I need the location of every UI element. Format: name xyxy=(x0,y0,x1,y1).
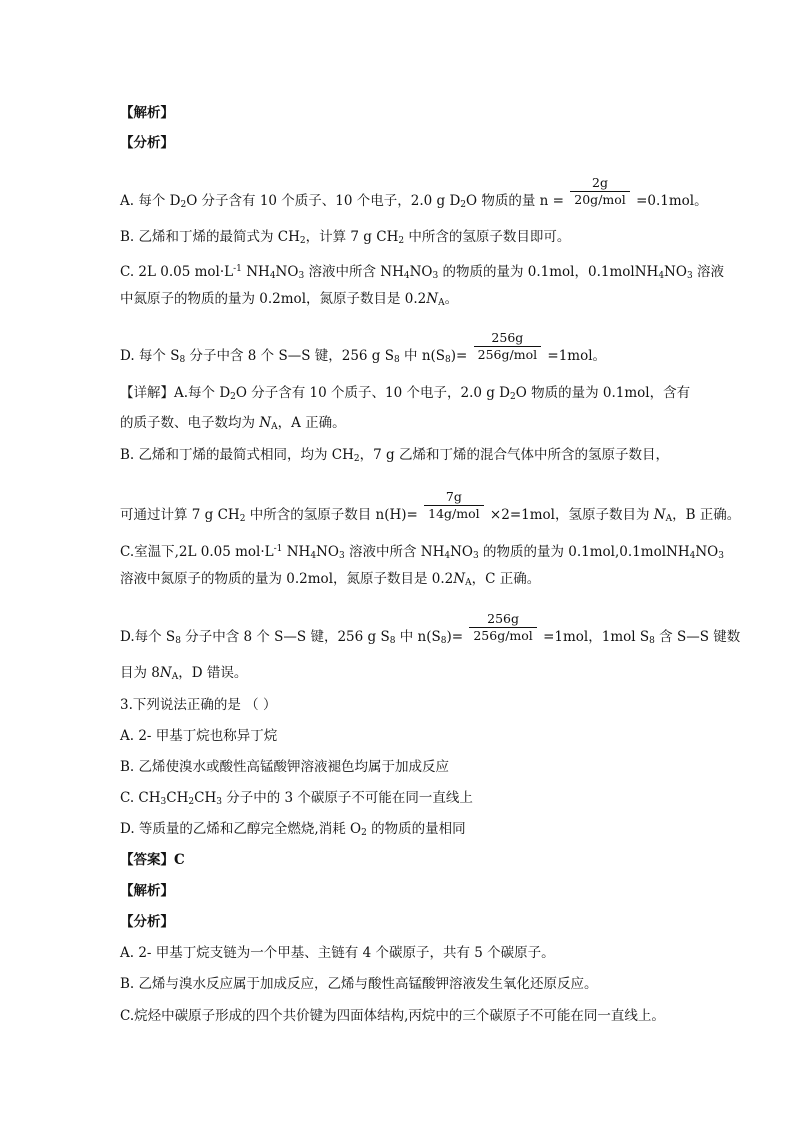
text-line: 溶液中氮原子的物质的量为 0.2mol，氮原子数目是 $0.2N_A$，C 正确。 xyxy=(120,571,541,588)
fraction: $\frac{256g}{\text{256g/mol}}$ xyxy=(474,331,541,362)
text-line: 中氮原子的物质的量为 0.2mol，氮原子数目是 $0.2N_A$。 xyxy=(120,291,459,308)
analysis-heading: 【解析】 xyxy=(120,105,174,121)
text-line: 可通过计算 7 g $CH_2$ 中所含的氢原子数目 n(H)= $\frac{7g}{\text{14g/mol}}$ ×2=1mol，氢原子数目为 $N_A$，B 正确。 xyxy=(120,489,741,524)
text-line: D. 每个 $S_8$ 分子中含 8 个 S—S 键，256 g $S_8$ 中 $n(S_8)=$ $\frac{256g}{\text{256g/mol}}$ =1mol。 xyxy=(120,330,607,365)
text-line: 的质子数、电子数均为 $N_A$，A 正确。 xyxy=(120,415,346,432)
option-a: A. 2- 甲基丁烷也称异丁烷 xyxy=(120,728,278,744)
text-line: C.烷烃中碳原子形成的四个共价键为四面体结构,丙烷中的三个碳原子不可能在同一直线上。 xyxy=(120,1008,665,1024)
option-c: C. $CH_3CH_2CH_3$ 分子中的 3 个碳原子不可能在同一直线上 xyxy=(120,790,473,807)
fraction: $\frac{7g}{\text{14g/mol}}$ xyxy=(424,490,484,521)
answer-line: 【答案】C xyxy=(120,852,185,868)
option-d: D. 等质量的乙烯和乙醇完全燃烧,消耗 $O_2$ 的物质的量相同 xyxy=(120,821,466,838)
text-line: B. 乙烯与溴水反应属于加成反应，乙烯与酸性高锰酸钾溶液发生氧化还原反应。 xyxy=(120,976,598,992)
breakdown-heading: 【分析】 xyxy=(120,914,174,930)
text-line: A. 2- 甲基丁烷支链为一个甲基、主链有 4 个碳原子，共有 5 个碳原子。 xyxy=(120,945,555,961)
text-line: 【详解】A.每个 $D_2O$ 分子含有 10 个质子、10 个电子，2.0 g $D_2O$ 物质的量为 0.1mol，含有 xyxy=(120,385,691,402)
question-stem: 3.下列说法正确的是 （ ） xyxy=(120,697,277,713)
text-line: C. 2L 0.05 $mol\cdot L^{-1}$ $NH_4NO_3$ 溶液中所含 $NH_4NO_3$ 的物质的量为 0.1mol，$0.1molNH_4NO_3$ 溶液 xyxy=(120,264,724,281)
text-line: B. 乙烯和丁烯的最简式相同，均为 $CH_2$，7 g 乙烯和丁烯的混合气体中所含的氢原子数目， xyxy=(120,447,669,464)
text-line: C.室温下,2L 0.05 $mol\cdot L^{-1}$ $NH_4NO_3$ 溶液中所含 $NH_4NO_3$ 的物质的量为 $0.1mol,0.1molNH_4NO_3$ xyxy=(120,544,724,561)
option-b: B. 乙烯使溴水或酸性高锰酸钾溶液褪色均属于加成反应 xyxy=(120,759,450,775)
text-line: B. 乙烯和丁烯的最简式为 $CH_2$，计算 7 g $CH_2$ 中所含的氢原子数目即可。 xyxy=(120,229,571,246)
breakdown-heading: 【分析】 xyxy=(120,135,174,151)
text-line: 目为 $8N_A$，D 错误。 xyxy=(120,665,248,682)
fraction: $\frac{2g}{\text{20g/mol}}$ xyxy=(570,176,630,207)
analysis-heading: 【解析】 xyxy=(120,883,174,899)
text-line: A. 每个 $D_2O$ 分子含有 10 个质子、10 个电子，2.0 g $D_2O$ 物质的量 n = $\frac{2g}{\text{20g/mol}}$ =0.1mol。 xyxy=(120,175,708,210)
fraction: $\frac{256g}{\text{256g/mol}}$ xyxy=(469,612,536,643)
text-line: D.每个 $S_8$ 分子中含 8 个 S—S 键，256 g $S_8$ 中 $n(S_8)=$ $\frac{256g}{\text{256g/mol}}$ =1mol，1mol $S_8$ 含 S—S 键数 xyxy=(120,611,741,646)
